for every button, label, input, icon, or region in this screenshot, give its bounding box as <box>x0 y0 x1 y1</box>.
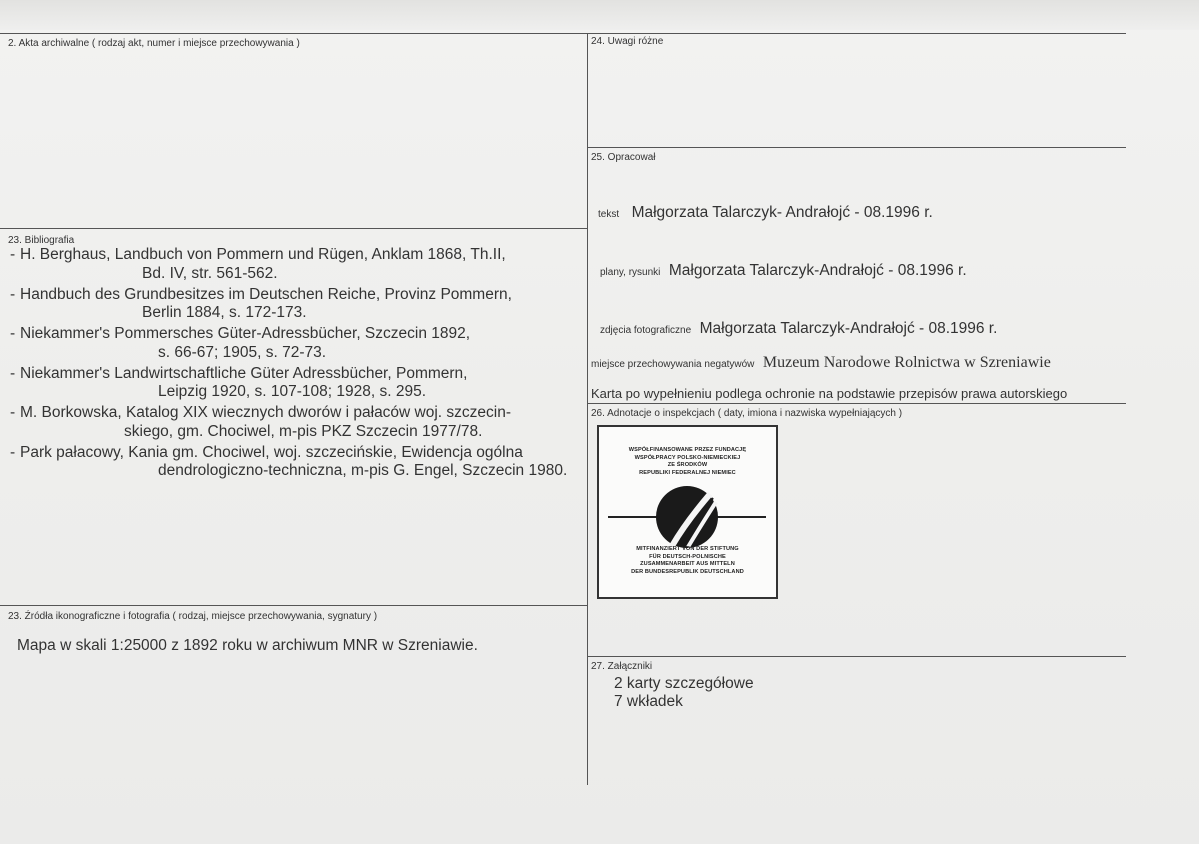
stamp-text-pl-1: WSPÓŁFINANSOWANE PRZEZ FUNDACJĘ <box>628 447 747 453</box>
rule-25 <box>588 147 1126 148</box>
stamp-text-pl-3: ZE ŚRODKÓW <box>667 462 708 468</box>
bibliography-line1: Niekammer's Landwirtschaftliche Güter Adressbücher, Pommern, <box>20 364 468 382</box>
list-dash: - <box>10 246 16 263</box>
stamp-text-de-4: DER BUNDESREPUBLIK DEUTSCHLAND <box>631 568 744 575</box>
field-25-label: 25. Opracował <box>591 152 656 163</box>
bibliography-item <box>10 286 590 323</box>
author-plans-value: Małgorzata Talarczyk-Andrałojć - 08.1996 r. <box>668 262 967 279</box>
bibliography-item <box>10 325 590 362</box>
stamp-text-de-2: FÜR DEUTSCH-POLNISCHE <box>649 553 726 560</box>
list-dash: - <box>10 443 16 461</box>
bibliography-line1: Niekammer's Pommersches Güter-Adressbücher, Szczecin 1892, <box>20 325 471 342</box>
list-dash: - <box>10 325 16 342</box>
author-text-label: tekst <box>598 209 620 220</box>
top-rule <box>0 33 1126 34</box>
field-22-label: 2. Akta archiwalne ( rodzaj akt, numer i miejsce przechowywania ) <box>8 38 300 49</box>
field-23-label: 23. Bibliografia <box>8 235 75 246</box>
author-plans-row <box>600 262 967 280</box>
rule-27 <box>588 656 1126 657</box>
list-dash: - <box>10 285 16 303</box>
field-26-label: 26. Adnotacje o inspekcjach ( daty, imiona i nazwiska wypełniających ) <box>591 408 903 419</box>
road-circle-logo-icon <box>602 482 772 552</box>
stamp-text-pl-4: REPUBLIKI FEDERALNEJ NIEMIEC <box>639 469 736 476</box>
author-photos-label: zdjęcia fotograficzne <box>600 325 692 336</box>
bibliography-item <box>10 246 590 283</box>
list-dash: - <box>10 404 16 421</box>
scan-shadow <box>0 0 1199 30</box>
bibliography-item <box>10 444 590 481</box>
bibliography-line2: Berlin 1884, s. 172-173. <box>142 304 307 321</box>
bibliography-line2: s. 66-67; 1905, s. 72-73. <box>158 343 327 361</box>
author-photos-value: Małgorzata Talarczyk-Andrałojć - 08.1996 r. <box>699 320 998 337</box>
attachment-item: 7 wkładek <box>614 693 683 710</box>
negatives-value: Muzeum Narodowe Rolnictwa w Szreniawie <box>762 354 1051 371</box>
bibliography-item <box>10 365 590 402</box>
rule-23 <box>0 228 587 229</box>
author-plans-label: plany, rysunki <box>600 267 661 278</box>
copyright-notice: Karta po wypełnieniu podlega ochronie na podstawie przepisów prawa autorskiego <box>591 386 1068 401</box>
author-photos-row <box>600 320 997 338</box>
rule-23b <box>0 605 587 606</box>
funding-stamp <box>597 425 778 599</box>
bibliography-line2: skiego, gm. Chociwel, m-pis PKZ Szczecin 1977/78. <box>124 422 483 440</box>
bibliography-list <box>10 246 590 483</box>
negatives-row <box>591 354 1051 372</box>
field-27-label: 27. Załączniki <box>591 661 653 672</box>
field-24-label: 24. Uwagi różne <box>591 36 664 47</box>
list-dash: - <box>10 364 16 382</box>
negatives-label: miejsce przechowywania negatywów <box>591 359 755 370</box>
author-text-value: Małgorzata Talarczyk- Andrałojć - 08.1996 r. <box>631 204 933 221</box>
rule-26 <box>588 403 1126 404</box>
bibliography-line2: dendrologiczno-techniczna, m-pis G. Engel, Szczecin 1980. <box>158 462 568 479</box>
bibliography-item <box>10 404 590 441</box>
bibliography-line1: H. Berghaus, Landbuch von Pommern und Rügen, Anklam 1868, Th.II, <box>20 246 506 263</box>
stamp-text-de-1: MITFINANZIERT VON DER STIFTUNG <box>636 546 739 552</box>
iconographic-source: Mapa w skali 1:25000 z 1892 roku w archiwum MNR w Szreniawie. <box>17 637 478 654</box>
field-23b-label: 23. Źródła ikonograficzne i fotografia ( rodzaj, miejsce przechowywania, sygnatury ) <box>8 611 378 622</box>
bibliography-line2: Bd. IV, str. 561-562. <box>142 264 278 282</box>
attachment-item: 2 karty szczegółowe <box>614 675 754 692</box>
stamp-text-pl-2: WSPÓŁPRACY POLSKO-NIEMIECKIEJ <box>634 454 741 461</box>
bibliography-line1: Handbuch des Grundbesitzes im Deutschen Reiche, Provinz Pommern, <box>20 285 512 303</box>
stamp-text-de-3: ZUSAMMENARBEIT AUS MITTELN <box>640 561 735 567</box>
author-text-row <box>598 204 933 222</box>
bibliography-line2: Leipzig 1920, s. 107-108; 1928, s. 295. <box>158 383 427 400</box>
bibliography-line1: M. Borkowska, Katalog XIX wiecznych dworów i pałaców woj. szczecin- <box>20 404 512 421</box>
bibliography-line1: Park pałacowy, Kania gm. Chociwel, woj. szczecińskie, Ewidencja ogólna <box>20 443 523 461</box>
